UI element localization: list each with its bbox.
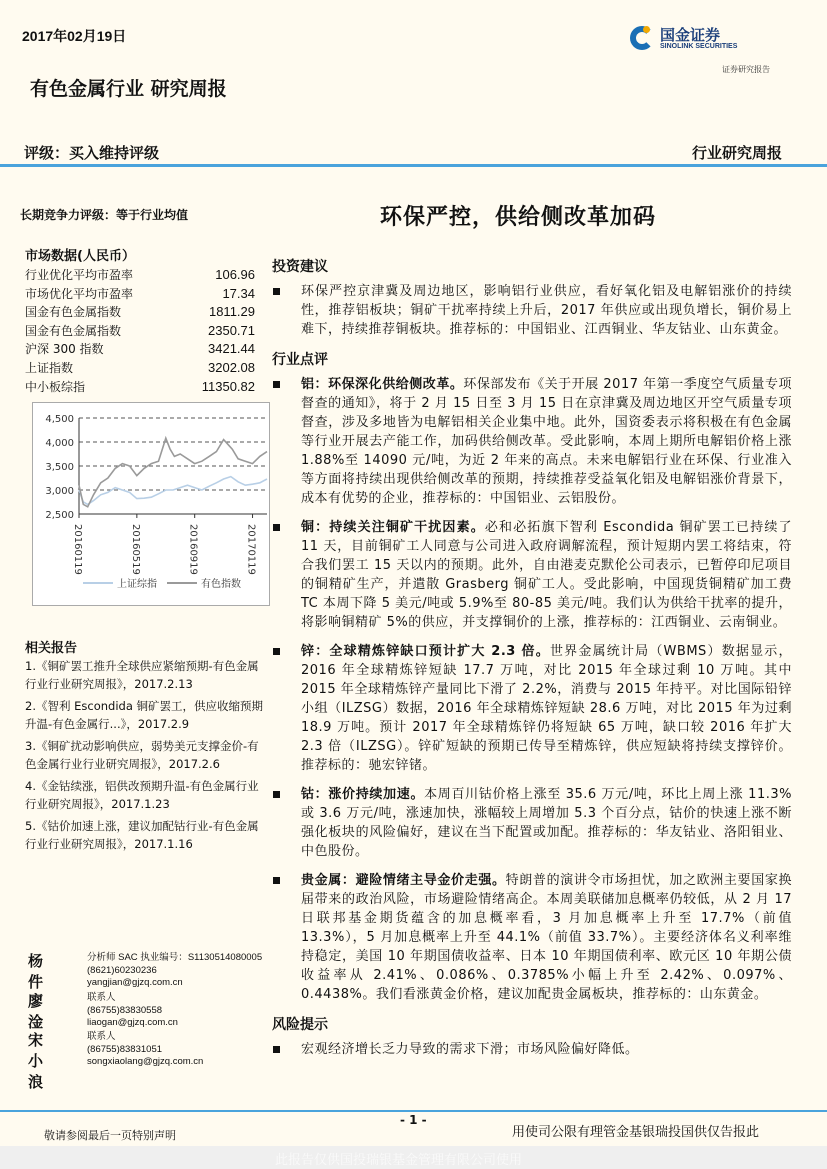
- x-tick-label: 20160919: [187, 524, 199, 575]
- index-chart: [32, 402, 270, 606]
- section-heading: 投资建议: [272, 259, 328, 275]
- bullet-paragraph: [272, 518, 792, 632]
- y-tick-label: 4,000: [45, 438, 74, 449]
- bullet-title: 铝：环保深化供给侧改革。: [301, 377, 464, 392]
- label: 国金有色金属指数: [25, 323, 122, 338]
- series-line-有色指数: [79, 438, 267, 507]
- value: 17.34: [222, 285, 255, 301]
- industry-title: 有色金属行业 研究周报: [30, 78, 227, 100]
- section-heading: 行业点评: [272, 352, 328, 368]
- main-content: [272, 256, 792, 1069]
- market-data-row: [25, 285, 255, 304]
- x-tick-label: 20170119: [245, 524, 257, 575]
- y-tick-label: 3,500: [45, 462, 74, 473]
- y-tick-label: 4,500: [45, 414, 74, 425]
- value: 11350.82: [201, 378, 255, 394]
- section-heading: 风险提示: [272, 1017, 328, 1033]
- related-report-link[interactable]: 4.《金钴续涨，铝供改预期升温-有色金属行业行业研究周报》，2017.1.23: [25, 779, 259, 811]
- bullet-paragraph: [272, 375, 792, 508]
- label: 中小板综指: [25, 379, 86, 394]
- x-tick-label: 20160519: [129, 524, 141, 575]
- related-reports: [25, 657, 270, 857]
- value: 3202.08: [208, 359, 255, 375]
- report-date: 2017年02月19日: [22, 28, 127, 44]
- analyst-name: 廖淦: [28, 992, 44, 1031]
- watermark-text: 此报告仅供国投瑞银基金管理有限公司使用: [275, 1153, 523, 1168]
- value: 2350.71: [208, 322, 255, 338]
- bullet-text: 本周百川钴价格上涨至 35.6 万元/吨，环比上周上涨 11.3%或 3.6 万元/吨，涨速加快，涨幅较上周增加 5.3 个百分点，钴价的快速上涨不断强化板块的风险偏好，建议在当下配置或加配。推荐标的：华友钴业、洛阳钼业、中色股份。: [301, 787, 792, 859]
- market-data-row: [25, 303, 255, 322]
- divider: [0, 164, 827, 167]
- watermark-band: [0, 1146, 827, 1169]
- market-data-table: [25, 266, 255, 396]
- bullet-paragraph: 宏观经济增长乏力导致的需求下滑；市场风险偏好降低。: [272, 1040, 792, 1059]
- analyst-phone: (86755)83830558: [87, 1004, 163, 1016]
- bullet-text: 世界金属统计局（WBMS）数据显示，2016 年全球精炼锌短缺 17.7 万吨，对比 2015 年全球过剩 10 万吨。其中 2015 年全球精炼锌产量同比下滑了 2.2%，消费与 2015 年持平。对比国际铅锌小组（ILZSG）数据，2016 年全球精炼锌短缺 28.6 万吨，对比 2015 年为过剩 18.9 万吨。预计 2017 年全球精炼锌仍将短缺 65 万吨，缺口较 2016 年扩大 2.3 倍（ILZSG）。锌矿短缺的预期已传导至精炼锌，供应短缺将持续支撑锌价。推荐标的：驰宏锌锗。: [301, 644, 792, 773]
- legend-label: 上证综指: [117, 579, 157, 590]
- rating: 评级：买入维持评级: [24, 144, 160, 162]
- related-report-link[interactable]: 5.《钴价加速上涨，建议加配钴行业-有色金属行业行业研究周报》，2017.1.16: [25, 819, 259, 851]
- value: 1811.29: [208, 304, 255, 320]
- y-tick-label: 2,500: [45, 510, 74, 521]
- analyst-email[interactable]: songxiaolang@gjzq.com.cn: [87, 1056, 204, 1067]
- report-tag: 证券研究报告: [722, 65, 770, 74]
- analyst-role: 分析师 SAC 执业编号：S1130514080005: [87, 952, 263, 963]
- analyst-phone: (86755)83831051: [87, 1043, 163, 1055]
- bullet-title: 铜：持续关注铜矿干扰因素。: [301, 520, 485, 535]
- market-data-row: [25, 322, 255, 341]
- long-term-rating: 长期竞争力评级：等于行业均值: [20, 208, 189, 222]
- market-data-row: [25, 359, 255, 378]
- market-data-row: [25, 266, 255, 285]
- y-tick-label: 3,000: [45, 486, 74, 497]
- market-data-row: [25, 378, 255, 397]
- related-report-link[interactable]: 2.《智利 Escondida 铜矿罢工，供应收缩预期升温-有色金属行...》，2017.2.9: [25, 699, 264, 731]
- related-heading: 相关报告: [25, 641, 78, 656]
- main-title: 环保严控，供给侧改革加码: [380, 204, 657, 230]
- related-report-link[interactable]: 3.《铜矿扰动影响供应，弱势美元支撑金价-有色金属行业行业研究周报》，2017.2.6: [25, 739, 259, 771]
- bullet-text: 特朗普的演讲令市场担忧，加之欧洲主要国家换届带来的政治风险，市场避险情绪高企。本周美联储加息概率仍较低，从 2 月 17 日联邦基金期货蕴含的加息概率看，3 月加息概率上升至 17.7%（前值 13.3%），5 月加息概率上升至 44.1%（前值 33.7%）。主要经济体名义利率维持稳定，美国 10 年期国债收益率、日本 10 年期国债利率、欧元区 10 年期公债收益率从 2.41%、0.086%、0.3785%小幅上升至 2.42%、0.097%、0.4438%。我们看涨黄金价格，建议加配贵金属板块，推荐标的：山东黄金。: [301, 873, 792, 1002]
- bullet-paragraph: 环保严控京津冀及周边地区，影响铝行业供应，看好氧化铝及电解铝涨价的持续性，推荐铝板块；铜矿干扰率持续上升后，2017 年供应或出现负增长，铜价易上难下，持续推荐铜板块。推荐标的：中国铝业、江西铜业、华友钴业、山东黄金。: [272, 282, 792, 339]
- bullet-title: 贵金属：避险情绪主导金价走强。: [301, 873, 506, 888]
- bullet-title: 钴：涨价持续加速。: [301, 787, 425, 802]
- page-number: - 1 -: [400, 1113, 427, 1127]
- footer-notice: 用使司公限有理管金基银瑞投国供仅告报此: [512, 1125, 760, 1140]
- analyst-role: 联系人: [87, 1031, 116, 1042]
- label: 国金有色金属指数: [25, 305, 122, 320]
- market-data-row: [25, 340, 255, 359]
- label: 市场优化平均市盈率: [25, 286, 134, 301]
- related-report-link[interactable]: 1.《铜矿罢工推升全球供应紧缩预期-有色金属行业行业研究周报》，2017.2.13: [25, 659, 259, 691]
- logo-text: 国金证券: [660, 26, 721, 44]
- x-tick-label: 20160119: [72, 524, 83, 575]
- analyst-email[interactable]: liaogan@gjzq.com.cn: [87, 1017, 178, 1028]
- bullet-text: 必和必拓旗下智利 Escondida 铜矿罢工已持续了 11 天，目前铜矿工人同意与公司进入政府调解流程，预计短期内罢工将结束，符合我们罢工 15 天以内的预期。此外，自由港麦克默伦公司表示，已暂停印尼项目的铜精矿生产，并遣散 Grasberg 铜矿工人。受此影响，中国现货铜精矿加工费 TC 本周下降 5 美元/吨或 5.9%至 80-85 美元/吨。我们认为供给干扰率的提升，将影响铜精矿 5%的供应，并支撑铜价的上涨，推荐标的：江西铜业、云南铜业。: [301, 520, 792, 630]
- logo-mark-icon: [630, 26, 654, 50]
- logo-text-en: SINOLINK SECURITIES: [660, 43, 738, 50]
- analyst-email[interactable]: yangjian@gjzq.com.cn: [87, 977, 183, 988]
- legend-label: 有色指数: [201, 579, 241, 590]
- market-data-heading: 市场数据(人民币）: [25, 249, 135, 264]
- value: 3421.44: [208, 341, 255, 357]
- analyst-phone: (8621)60230236: [87, 964, 157, 976]
- bullet-paragraph: [272, 642, 792, 775]
- analyst-name: 杨件: [28, 952, 44, 991]
- label: 沪深 300 指数: [25, 342, 104, 357]
- analyst-role: 联系人: [87, 992, 116, 1003]
- bullet-title: 锌：全球精炼锌缺口预计扩大 2.3 倍。: [301, 644, 550, 659]
- company-logo: [630, 24, 750, 54]
- analyst-name: 宋小浪: [28, 1031, 44, 1091]
- label: 行业优化平均市盈率: [25, 268, 134, 282]
- report-type: 行业研究周报: [691, 144, 782, 162]
- bullet-paragraph: [272, 785, 792, 861]
- label: 上证指数: [25, 360, 74, 375]
- value: 106.96: [215, 267, 255, 282]
- footer-disclaimer: 敬请参阅最后一页特别声明: [44, 1129, 176, 1142]
- footer-divider: [0, 1110, 827, 1112]
- index-chart-svg: [33, 403, 269, 605]
- bullet-paragraph: [272, 871, 792, 1004]
- bullet-text: 环保部发布《关于开展 2017 年第一季度空气质量专项督查的通知》，将于 2 月 15 日至 3 月 15 日在京津冀及周边地区开空气质量专项督查，涉及多地皆为电解铝相关企业集中地。此外，国资委表示将积极在有色金属等行业开展去产能工作，加码供给侧改革。受此影响，本周上期所电解铝价格上涨 1.88%至 14090 元/吨，为近 2 年来的高点。未来电解铝行业在环保、行业准入等方面将持续出现供给侧改革的预期，持续推荐受益氧化铝及电解铝涨价背景下，成本有优势的企业，推荐标的：中国铝业、云铝股份。: [301, 377, 792, 506]
